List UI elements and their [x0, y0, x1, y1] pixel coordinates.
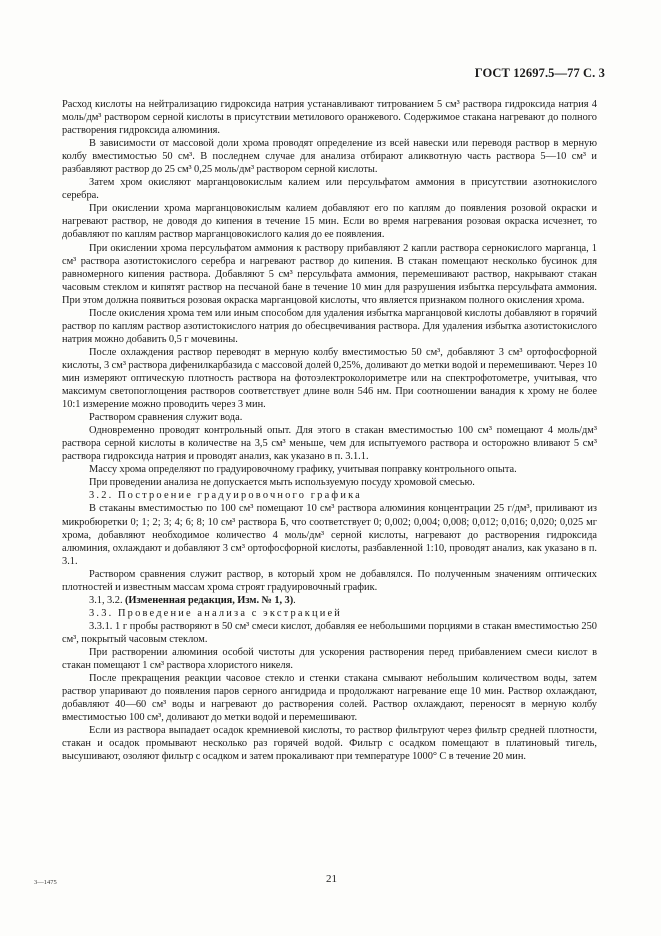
amendment-note: [62, 594, 597, 607]
paragraph: Расход кислоты на нейтрализацию гидроксида натрия устанавливают титрованием 5 см³ раствора гидроксида натрия 4 моль/дм³ раствором серной кислоты в присутствии метилового оранжевого. Содержимое стакана нагревают до полного растворения гидроксида алюминия.: [62, 99, 597, 137]
paragraph: При растворении алюминия особой чистоты для ускорения растворения перед прибавлением смеси кислот в стакан помещают 1 см³ раствора хлористого никеля.: [62, 646, 597, 672]
paragraph: При окислении хрома персульфатом аммония к раствору прибавляют 2 капли раствора сернокислого марганца, 1 см³ раствора азотистокислого серебра и нагревают раствор до кипения. В стакан помещают несколько бусинок для равномерного кипения раствора. Добавляют 5 см³ персульфата аммония, перемешивают раствор, накрывают стакан часовым стеклом и кипятят раствор на песчаной бане в течение 10 мин для разрушения избытка персульфата аммония. При этом должна появиться розовая окраска марганцовой кислоты, что является признаком полного окисления хрома.: [62, 242, 597, 306]
paragraph: 3.3.1. 1 г пробы растворяют в 50 см³ смеси кислот, добавляя ее небольшими порциями в стакан вместимостью 250 см³, покрытый часовым стеклом.: [62, 620, 597, 645]
paragraph: Затем хром окисляют марганцовокислым калием или персульфатом аммония в присутствии азотнокислого серебра.: [62, 177, 597, 202]
page-number: 21: [326, 873, 337, 885]
section-heading: 3.3. Проведение анализа с экстракцией: [89, 607, 343, 619]
paragraph: После окисления хрома тем или иным способом для удаления избытка марганцовой кислоты добавляют в горячий раствор по каплям раствор азотистокислого натрия до обесцвечивания раствора. Для удаления избытка азотистокислого натрия можно добавить 0,5 г мочевины.: [62, 307, 597, 345]
paragraph: Если из раствора выпадает осадок кремниевой кислоты, то раствор фильтруют через фильтр средней плотности, стакан и осадок промывают несколько раз горячей водой. Фильтр с осадком помещают в платиновый тигель, высушивают, озоляют фильтр с осадком и затем прокаливают при температуре 1000° С в течение 20 мин.: [62, 725, 597, 763]
paragraph: Раствором сравнения служит вода.: [89, 412, 243, 424]
amendment-prefix: 3.1, 3.2.: [89, 594, 125, 606]
paragraph: Одновременно проводят контрольный опыт. Для этого в стакан вместимостью 100 см³ помещают 4 моль/дм³ раствора серной кислоты в количестве на 3,5 см³ меньше, чем для испытуемого раствора и осторожно вливают 5 см³ раствора гидроксида натрия и проводят анализ, как указано в п. 3.1.1.: [62, 425, 597, 463]
paragraph: В зависимости от массовой доли хрома проводят определение из всей навески или переводя раствор в мерную колбу вместимостью 50 см³. В последнем случае для анализа отбирают аликвотную часть раствора 5—10 см³ и разбавляют раствор до 25 см³ 0,25 моль/дм³ раствором серной кислоты.: [62, 138, 597, 176]
paragraph: После прекращения реакции часовое стекло и стенки стакана смывают небольшим количеством воды, затем раствор упаривают до появления паров серного ангидрида и продолжают нагревание еще 10 мин. Раствор охлаждают, добавляют 40—60 см³ воды и нагревают до растворения солей. Раствор охлаждают, переносят в мерную колбу вместимостью 100 см³, доливают до метки водой и перемешивают.: [62, 673, 597, 724]
section-heading: 3.2. Построение градуировочного графика: [89, 490, 362, 502]
paragraph: При проведении анализа не допускается мыть используемую посуду хромовой смесью.: [89, 477, 475, 489]
paragraph: При окислении хрома марганцовокислым калием добавляют его по каплям до появления розовой окраски и нагревают раствор, не доводя до кипения в течение 15 мин. Если во время нагревания розовая окраска исчезнет, то добавляют по каплям раствор марганцовокислого калия до ее появления.: [62, 203, 597, 241]
paragraph: Массу хрома определяют по градуировочному графику, учитывая поправку контрольного опыта.: [89, 464, 517, 476]
paragraph: Раствором сравнения служит раствор, в который хром не добавлялся. По полученным значениям оптических плотностей и известным массам хрома строят градуировочный график.: [62, 568, 597, 593]
amendment-bold: (Измененная редакция, Изм. № 1, 3): [124, 594, 294, 606]
document-header: ГОСТ 12697.5—77 С. 3: [474, 66, 605, 80]
document-body: [62, 98, 597, 763]
paragraph: После охлаждения раствор переводят в мерную колбу вместимостью 50 см³, добавляют 3 см³ ортофосфорной кислоты, 3 см³ раствора дифенилкарбазида с массовой долей 0,25%, доливают до метки водой и перемешивают. Через 10 мин измеряют оптическую плотность раствора на фотоэлектроколориметре или на спектрофотометре, учитывая, что максимум светопоглощения растворов соответствует длине волн 546 нм. При соотношении ванадия к хрому не более 10:1 измерение можно проводить через 3 мин.: [62, 346, 597, 411]
amendment-suffix: .: [293, 594, 296, 606]
print-code: 3—1475: [34, 879, 57, 886]
paragraph: В стаканы вместимостью по 100 см³ помещают 10 см³ раствора алюминия концентрации 25 г/дм³, приливают из микробюретки 0; 1; 2; 3; 4; 6; 8; 10 см³ раствора Б, что соответствует 0; 0,002; 0,004; 0,008; 0,012; 0,016; 0,020; 0,025 мг хрома, добавляют необходимое количество 4 моль/дм³ серной кислоты, нагревают до растворения гидроксида алюминия, охлаждают и добавляют 3 см³ ортофосфорной кислоты, разбавленной 1:10, проводят анализ, как указано в п. 3.1.: [62, 503, 597, 567]
